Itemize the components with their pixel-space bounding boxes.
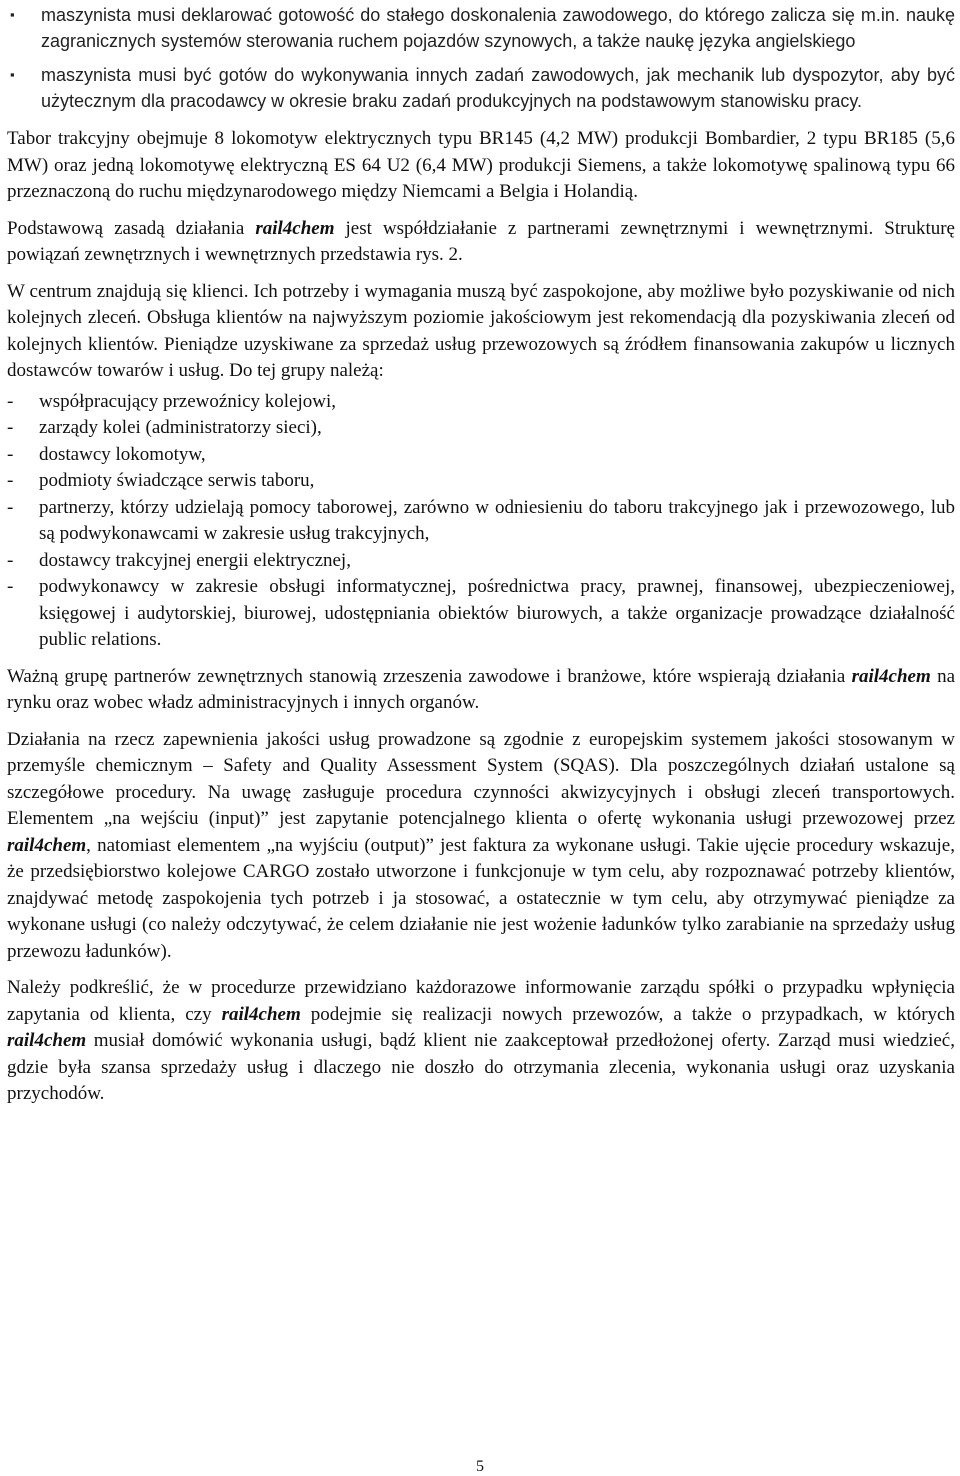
list-item (7, 495, 955, 548)
list-item (7, 468, 955, 495)
list-item-text: dostawcy lokomotyw, (39, 443, 206, 465)
dash-marker: - (7, 549, 14, 571)
text-run: jest współdziałanie z partnerami zewnętrznymi i wewnętrznymi. Strukturę powiązań zewnętrznych i wewnętrznych przedstawia rys. 2. (7, 217, 955, 265)
dash-marker: - (7, 576, 14, 597)
dash-marker: - (7, 470, 14, 491)
page-number: 5 (476, 1458, 484, 1475)
text-run: Należy podkreślić, że w procedurze przewidziano każdorazowe informowanie zarządu spółki o przypadku wpłynięcia zapytania od klienta, czy (7, 977, 955, 1025)
text-run: , natomiast elementem „na wyjściu (output)” jest faktura za wykonane usługi. Takie ujęcie procedury wskazuje, że przedsiębiorstwo kolejowe CARGO zostało utworzone i funkcjonuje w tym celu, aby rozpoznawać potrzeby klientów, znajdywać metodę zaspokojenia tych potrzeb i ja stosować, a ostatecznie w tym celu, aby otrzymywać pieniądze za wykonane usługi (co należy odczytywać, że celem działanie nie jest wożenie ładunków tylko zarabianie na sprzedaży usług przewozu ładunków). (7, 834, 955, 962)
dash-marker: - (7, 443, 14, 465)
partners-dash-list (7, 389, 955, 654)
list-item-text: podwykonawcy w zakresie obsługi informatycznej, pośrednictwa pracy, prawnej, finansowej, ubezpieczeniowej, księgowej i audytorskiej, biurowej, udostępniania obiektów biurowych, a także organizacje prowadzące działalność public relations. (39, 576, 955, 650)
bullet-item (7, 2, 955, 54)
text-run: Działania na rzecz zapewnienia jakości usług prowadzone są zgodnie z europejskim systemem jakości stosowanym w przemyśle chemicznym – Safety and Quality Assessment System (SQAS). Dla poszczególnych działań ustalone są szczegółowe procedury. Na uwagę zasługuje procedura czynności akwizycyjnych i obsługi zleceń transportowych. Elementem „na wejściu (input)” jest zapytanie potencjalnego klienta o ofertę wykonania usługi przewozowej przez (7, 728, 955, 829)
bullet-text: maszynista musi być gotów do wykonywania innych zadań zawodowych, jak mechanik lub dyspozytor, aby być użytecznym dla pracodawcy w okresie braku zadań produkcyjnych na podstawowym stanowisku pracy. (41, 65, 955, 111)
list-item (7, 574, 955, 654)
dash-marker: - (7, 417, 14, 438)
paragraph-rolling-stock: Tabor trakcyjny obejmuje 8 lokomotyw elektrycznych typu BR145 (4,2 MW) produkcji Bombardier, 2 typu BR185 (5,6 MW) oraz jedną lokomotywę elektryczną ES 64 U2 (6,4 MW) produkcji Siemens, a także lokomotywę spalinową typu 66 przeznaczoną do ruchu międzynarodowego między Niemcami a Belgia i Holandią. (7, 128, 955, 202)
bullet-item (7, 62, 955, 114)
brand-name: rail4chem (255, 217, 335, 239)
paragraph-board-information (7, 975, 955, 1108)
text-run: musiał domówić wykonania usługi, bądź klient nie zaakceptował przedłożonej oferty. Zarząd musi wiedzieć, gdzie była szansa sprzedaży usług i dlaczego nie doszło do otrzymania zlecenia, wykonania usługi oraz uzyskania przychodów. (7, 1030, 955, 1104)
list-item (7, 442, 955, 469)
requirements-bullet-list (7, 2, 955, 114)
square-bullet-icon: ▪ (10, 67, 15, 82)
square-bullet-icon: ▪ (10, 7, 15, 22)
list-item-text: zarządy kolei (administratorzy sieci), (39, 417, 322, 438)
paragraph-cooperation (7, 216, 955, 269)
paragraph-associations (7, 664, 955, 717)
list-item-text: podmioty świadczące serwis taboru, (39, 470, 315, 491)
paragraph-clients: W centrum znajdują się klienci. Ich potrzeby i wymagania muszą być zaspokojone, aby możliwe było pozyskiwanie od nich kolejnych zleceń. Obsługa klientów na najwyższym poziomie jakościowym jest rekomendacją dla pozyskiwania zleceń od kolejnych klientów. Pieniądze uzyskiwane za sprzedaż usług przewozowych są źródłem finansowania zakupów u licznych dostawców towarów i usług. Do tej grupy należą: (7, 280, 955, 381)
list-item (7, 415, 955, 442)
text-run: Podstawową zasadą działania (7, 217, 256, 239)
text-run: na rynku oraz wobec władz administracyjnych i innych organów. (7, 665, 956, 713)
brand-name: rail4chem (221, 1003, 301, 1025)
list-item (7, 389, 955, 416)
text-run: Ważną grupę partnerów zewnętrznych stanowią zrzeszenia zawodowe i branżowe, które wspierają działania (7, 665, 852, 687)
page-content (7, 2, 955, 1108)
brand-name: rail4chem (7, 1030, 87, 1051)
list-item-text: partnerzy, którzy udzielają pomocy taborowej, zarówno w odniesieniu do taboru trakcyjnego jak i przewozowego, lub są podwykonawcami w zakresie usług trakcyjnych, (39, 496, 955, 544)
list-item (7, 548, 955, 575)
text-run: podejmie się realizacji nowych przewozów, a także o przypadkach, w których (300, 1003, 955, 1025)
brand-name: rail4chem (851, 665, 931, 687)
paragraph-quality (7, 727, 955, 966)
dash-marker: - (7, 496, 14, 518)
brand-name: rail4chem (7, 834, 87, 856)
bullet-text: maszynista musi deklarować gotowość do stałego doskonalenia zawodowego, do którego zalicza się m.in. naukę zagranicznych systemów sterowania ruchem pojazdów szynowych, a także naukę języka angielskiego (41, 5, 955, 51)
list-item-text: dostawcy trakcyjnej energii elektrycznej, (39, 549, 351, 571)
dash-marker: - (7, 390, 14, 412)
list-item-text: współpracujący przewoźnicy kolejowi, (39, 390, 337, 412)
